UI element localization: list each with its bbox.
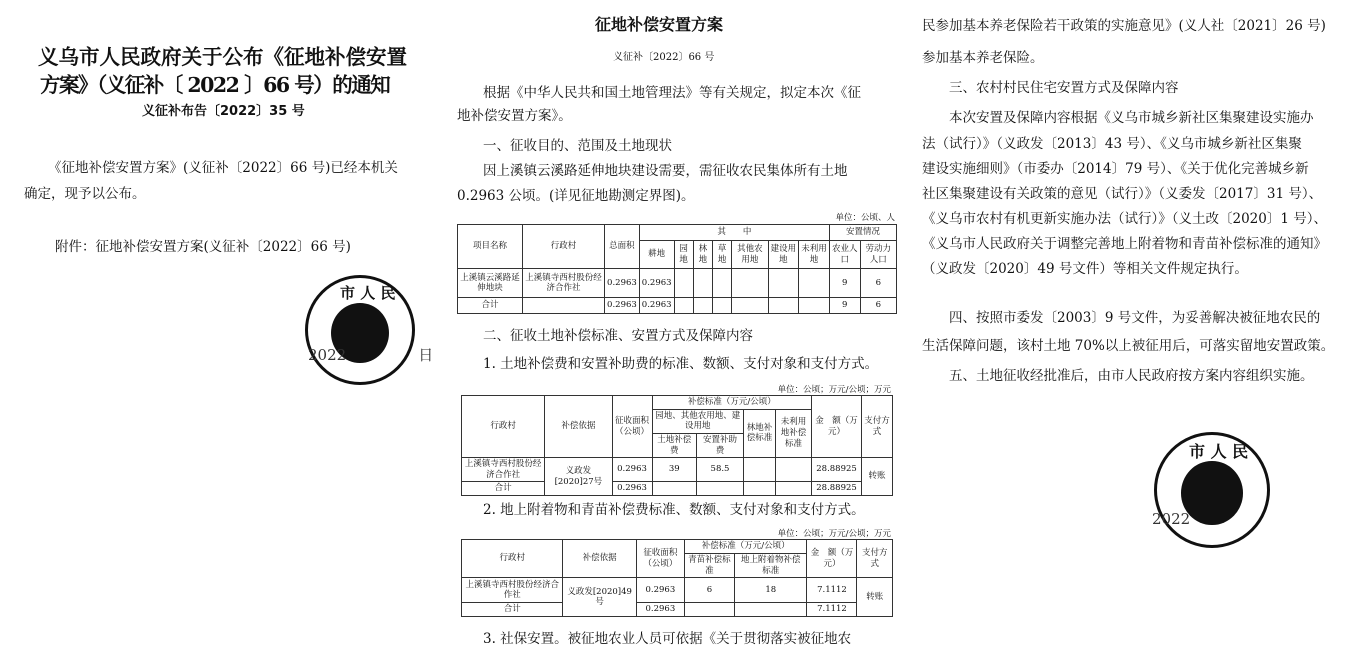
section2-item3: 3. 社保安置。被征地农业人员可依据《关于贯彻落实被征地农	[483, 631, 852, 647]
cell: 0.2963	[612, 458, 652, 482]
plan-continued-page	[912, 0, 1353, 661]
table-row	[458, 269, 897, 297]
table-row	[462, 482, 893, 496]
th-sub: 建设用地	[768, 241, 799, 269]
cell: 上溪镇云溪路延伸地块	[458, 269, 523, 297]
table-row	[462, 603, 893, 617]
table-row	[462, 578, 893, 603]
cell	[732, 269, 768, 297]
th-sub: 耕地	[639, 241, 674, 269]
section1-heading: 一、征收目的、范围及土地现状	[483, 138, 672, 154]
th-unused: 未利用地补偿标准	[776, 409, 812, 458]
cell	[696, 482, 743, 496]
cell	[674, 297, 693, 313]
section1-line1: 因上溪镇云溪路延伸地块建设需要，需征收农民集体所有土地	[483, 163, 848, 179]
seal-date: 2022	[1152, 510, 1191, 528]
cell	[799, 269, 830, 297]
plan-intro-line2: 地补偿安置方案》。	[457, 108, 572, 124]
text-line: （义政发〔2020〕49 号文件）等相关文件规定执行。	[922, 261, 1248, 277]
cell: 0.2963	[605, 269, 640, 297]
th-basis: 补偿依据	[563, 540, 636, 578]
text-line: 四、按照市委发〔2003〕9 号文件，为妥善解决被征地农民的	[922, 310, 1321, 326]
th-among: 其 中	[639, 225, 829, 241]
th-crops: 青苗补偿标准	[684, 553, 734, 578]
th-sub: 林地	[693, 241, 712, 269]
cell: 0.2963	[639, 297, 674, 313]
text-line: 建设实施细则》（市委办〔2014〕79 号）、《关于优化完善城乡新	[922, 161, 1309, 177]
th-payment: 支付方式	[862, 396, 893, 458]
cell: 6	[860, 269, 896, 297]
text-line: 《义乌市人民政府关于调整完善地上附着物和青苗补偿标准的通知》	[922, 236, 1327, 252]
cell: 合计	[462, 603, 563, 617]
th-total: 总面积	[605, 225, 640, 269]
cell	[768, 297, 799, 313]
th-project: 项目名称	[458, 225, 523, 269]
cell	[684, 603, 734, 617]
table3-unit: 单位：公顷；万元/公顷；万元	[777, 529, 891, 539]
table-row	[458, 297, 897, 313]
table2-unit: 单位：公顷；万元/公顷；万元	[777, 385, 891, 395]
cell: 0.2963	[639, 269, 674, 297]
cell	[652, 482, 696, 496]
notice-doc-number: 义征补布告〔2022〕35 号	[142, 104, 305, 119]
th-sub: 其他农用地	[732, 241, 768, 269]
table1-unit: 单位：公顷、人	[835, 213, 895, 223]
seal-date	[308, 344, 433, 365]
cell: 上溪镇寺西村股份经济合作社	[522, 269, 604, 297]
cell: 28.88925	[812, 482, 862, 496]
cell	[799, 297, 830, 313]
cell-payment: 转账	[857, 578, 893, 617]
th-sub: 园地	[674, 241, 693, 269]
th-area: 征收面积（公顷）	[612, 396, 652, 458]
cell	[744, 458, 776, 482]
cell	[712, 269, 731, 297]
section2-item2: 2. 地上附着物和青苗补偿费标准、数额、支付对象和支付方式。	[483, 502, 865, 518]
cell: 0.2963	[636, 603, 684, 617]
cell	[776, 482, 812, 496]
text-line: 《义乌市农村有机更新实施办法（试行）》（义土改〔2020〕1 号）、	[922, 211, 1327, 227]
th-village: 行政村	[522, 225, 604, 269]
notice-body-line1: 《征地补偿安置方案》(义征补〔2022〕66 号)已经本机关	[48, 160, 398, 176]
section2-item1: 1. 土地补偿费和安置补助费的标准、数额、支付对象和支付方式。	[483, 356, 879, 372]
plan-page	[445, 0, 907, 661]
cell	[712, 297, 731, 313]
cell: 58.5	[696, 458, 743, 482]
th-sub: 劳动力人口	[860, 241, 896, 269]
cell: 7.1112	[807, 603, 857, 617]
government-seal: 市 人 民	[305, 275, 415, 385]
cell: 上溪镇寺西村股份经济合作社	[462, 578, 563, 603]
text-line: 参加基本养老保险。	[922, 50, 1044, 66]
cell: 9	[829, 269, 860, 297]
plan-doc-number: 义征补〔2022〕66 号	[613, 52, 715, 63]
th-resettle: 安置情况	[829, 225, 896, 241]
cell: 0.2963	[636, 578, 684, 603]
cell: 上溪镇寺西村股份经济合作社	[462, 458, 545, 482]
cell	[693, 297, 712, 313]
cell: 28.88925	[812, 458, 862, 482]
text-line: 本次安置及保障内容根据《义乌市城乡新社区集聚建设实施办	[922, 110, 1314, 126]
plan-intro-line1: 根据《中华人民共和国土地管理法》等有关规定，拟定本次《征	[483, 85, 861, 101]
text-line: 民参加基本养老保险若干政策的实施意见》(义人社〔2021〕26 号)	[922, 18, 1326, 34]
cell	[768, 269, 799, 297]
cell: 7.1112	[807, 578, 857, 603]
th-standard: 补偿标准（万元/公顷）	[684, 540, 807, 554]
th-payment: 支付方式	[857, 540, 893, 578]
th-attach: 地上附着物补偿标准	[735, 553, 807, 578]
th-standard: 补偿标准（万元/公顷）	[652, 396, 812, 410]
cell	[735, 603, 807, 617]
text-line: 五、土地征收经批准后，由市人民政府按方案内容组织实施。	[922, 368, 1314, 384]
cell: 18	[735, 578, 807, 603]
th-subsidy: 安置补助费	[696, 433, 743, 457]
text-line: 社区集聚建设有关政策的意见（试行）》（义委发〔2017〕31 号）、	[922, 186, 1323, 202]
notice-attachment: 附件：征地补偿安置方案(义征补〔2022〕66 号)	[55, 239, 351, 255]
plan-title: 征地补偿安置方案	[595, 15, 724, 34]
section2-heading: 二、征收土地补偿标准、安置方式及保障内容	[483, 328, 753, 344]
attachment-compensation-table	[461, 539, 893, 617]
cell-payment: 转账	[862, 458, 893, 496]
th-area: 征收面积（公顷）	[636, 540, 684, 578]
cell	[522, 297, 604, 313]
seal-date-year: 2022	[308, 346, 347, 364]
th-village: 行政村	[462, 396, 545, 458]
th-amount: 金 额（万元）	[807, 540, 857, 578]
notice-title-line1: 义乌市人民政府关于公布《征地补偿安置	[38, 45, 407, 69]
text-line: 法（试行）》（义政发〔2013〕43 号）、《义乌市城乡新社区集聚	[922, 136, 1302, 152]
th-sub: 农业人口	[829, 241, 860, 269]
land-area-table	[457, 224, 897, 314]
section1-line2: 0.2963 公顷。(详见征地勘测定界图)。	[457, 188, 695, 204]
land-compensation-table	[461, 395, 893, 496]
cell: 合计	[462, 482, 545, 496]
cell: 6	[860, 297, 896, 313]
cell: 合计	[458, 297, 523, 313]
cell-basis: 义政发[2020]49号	[563, 578, 636, 617]
th-village: 行政村	[462, 540, 563, 578]
th-basis: 补偿依据	[545, 396, 612, 458]
cell: 0.2963	[612, 482, 652, 496]
cell: 39	[652, 458, 696, 482]
cell	[693, 269, 712, 297]
th-land-comp: 土地补偿费	[652, 433, 696, 457]
government-seal: 市 人 民	[1154, 432, 1270, 548]
cell: 0.2963	[605, 297, 640, 313]
text-line: 生活保障问题，该村土地 70%以上被征用后，可落实留地安置政策。	[922, 338, 1335, 354]
cell-basis: 义政发[2020]27号	[545, 458, 612, 496]
cell	[732, 297, 768, 313]
cell	[744, 482, 776, 496]
th-forest: 林地补偿标准	[744, 409, 776, 458]
seal-date-day: 日	[418, 346, 434, 364]
text-line: 三、农村村民住宅安置方式及保障内容	[922, 80, 1179, 96]
th-sub: 未利用地	[799, 241, 830, 269]
cell	[776, 458, 812, 482]
cell: 9	[829, 297, 860, 313]
notice-body-line2: 确定，现予以公布。	[24, 186, 146, 202]
th-land-types: 园地、其他农用地、建设用地	[652, 409, 744, 433]
table-row	[462, 458, 893, 482]
th-sub: 草地	[712, 241, 731, 269]
cell: 6	[684, 578, 734, 603]
notice-page	[0, 0, 440, 661]
notice-title-line2: 方案》（义征补〔 2022 〕66 号）的通知	[40, 73, 390, 97]
th-amount: 金 额（万元）	[812, 396, 862, 458]
national-emblem-icon	[1181, 461, 1243, 525]
cell	[674, 269, 693, 297]
